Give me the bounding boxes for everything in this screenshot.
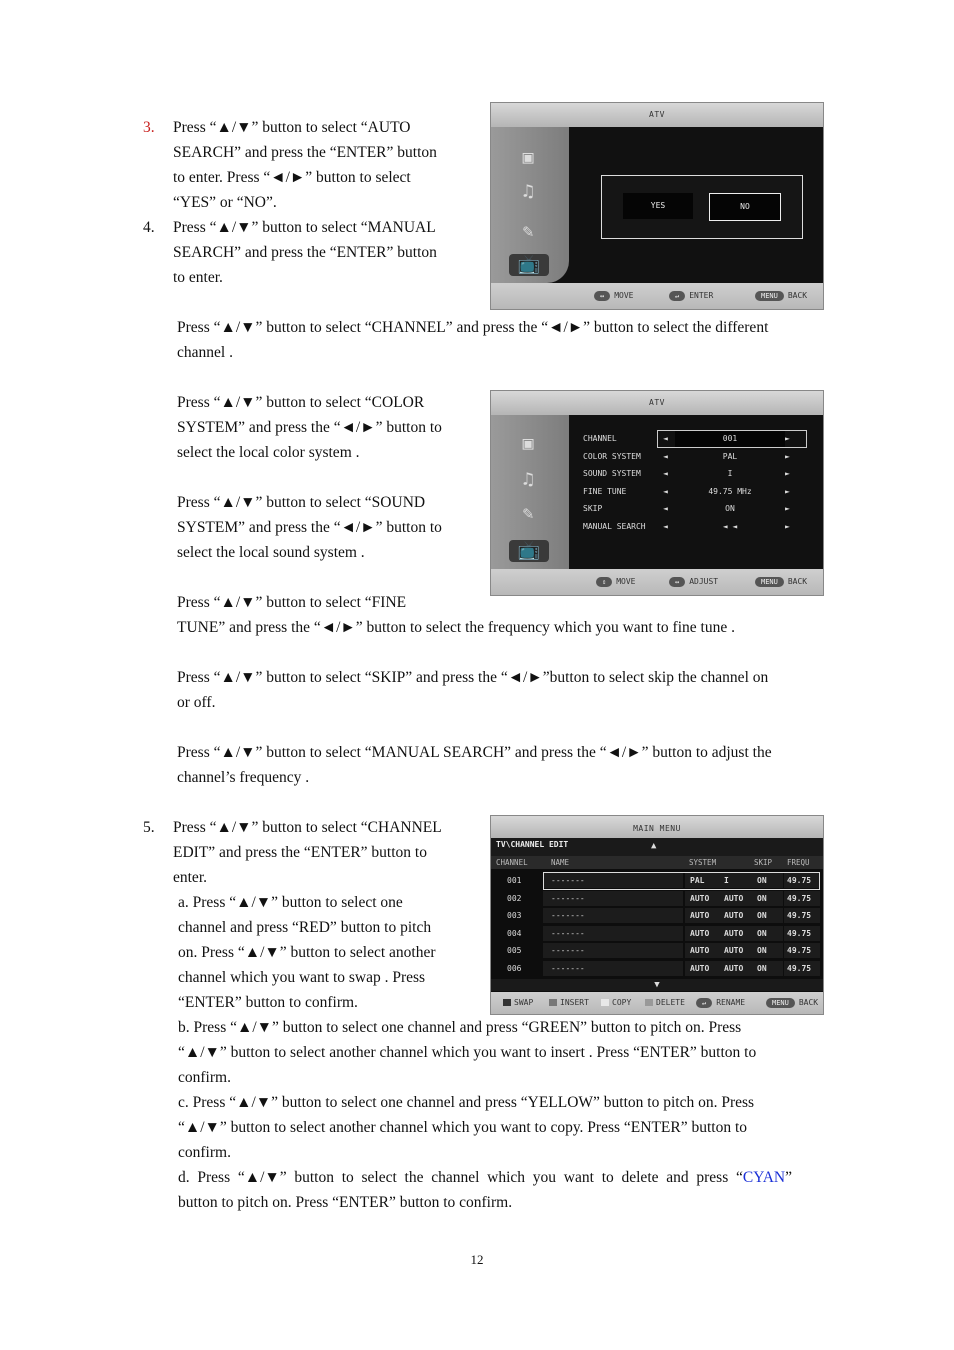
step-b-text <box>178 1015 818 1090</box>
channel-edit-screenshot <box>490 815 824 1015</box>
hint-move: MOVE <box>614 291 634 300</box>
cyan-key-icon <box>645 999 653 1006</box>
skip-paragraph <box>177 665 822 715</box>
settings-icon: ✎ <box>522 503 534 524</box>
enter-key-icon: ↵ <box>696 998 712 1008</box>
text-line: c. Press “▲/▼” button to select one channel and press “YELLOW” button to pitch on. Press <box>178 1094 755 1111</box>
step-c-text <box>178 1090 818 1165</box>
table-cell: AUTO <box>724 963 744 973</box>
text-segment: ” <box>785 1169 792 1186</box>
text-line: to enter. Press “◄/►” button to select <box>173 169 411 186</box>
text-line: on. Press “▲/▼” button to select another <box>178 944 436 961</box>
text-line: SEARCH” and press the “ENTER” button <box>173 144 437 161</box>
text-line: Press “▲/▼” button to select “SOUND <box>177 494 426 511</box>
text-line: button to pitch on. Press “ENTER” button to confirm. <box>178 1194 513 1211</box>
table-cell: ON <box>757 876 767 885</box>
table-cell: ON <box>757 963 767 973</box>
leftright-key-icon: ↔ <box>669 577 685 587</box>
hint-adjust: ADJUST <box>689 577 719 586</box>
left-arrow-icon[interactable]: ◄ <box>663 486 668 496</box>
setting-value: 49.75 MHz <box>708 486 752 496</box>
left-arrow-icon[interactable]: ◄ <box>663 521 668 531</box>
table-cell: 49.75 <box>787 876 812 885</box>
text-line: confirm. <box>178 1069 231 1086</box>
atv-settings-screenshot <box>490 390 824 596</box>
sound-system-paragraph <box>177 490 442 565</box>
side-menu <box>491 415 569 569</box>
setting-row[interactable] <box>579 484 819 500</box>
table-cell: AUTO <box>690 911 710 920</box>
selection-highlight <box>657 430 807 448</box>
hint-move: MOVE <box>616 577 636 586</box>
text-line: “▲/▼” button to select another channel which you want to insert . Press “ENTER” button to <box>178 1044 757 1061</box>
setting-label: SOUND SYSTEM <box>583 469 641 478</box>
left-arrow-icon[interactable]: ◄ <box>663 469 668 478</box>
channel-paragraph <box>177 315 822 365</box>
text-line: a. Press “▲/▼” button to select one <box>178 894 403 911</box>
table-row[interactable] <box>491 907 823 924</box>
music-icon: ♫ <box>522 181 534 202</box>
table-cell: AUTO <box>724 911 744 920</box>
updown-key-icon: ⇕ <box>596 577 612 587</box>
table-cell: AUTO <box>690 928 710 938</box>
table-cell: ON <box>757 893 767 903</box>
hint-enter: ENTER <box>689 291 714 300</box>
table-cell: 002 <box>507 893 522 903</box>
table-cell: ------- <box>551 876 585 885</box>
menu-key-icon: MENU <box>766 998 795 1008</box>
scroll-up-icon[interactable]: ▲ <box>651 841 657 851</box>
table-cell: 49.75 <box>787 963 812 973</box>
manual-search-paragraph <box>177 740 822 790</box>
setting-value: 001 <box>675 431 785 447</box>
right-arrow-icon[interactable]: ► <box>785 521 790 531</box>
yes-button[interactable]: YES <box>623 193 693 219</box>
setting-row[interactable] <box>579 466 819 482</box>
green-key-icon <box>549 999 557 1006</box>
table-cell: 49.75 <box>787 893 812 903</box>
right-arrow-icon[interactable]: ► <box>785 451 790 461</box>
table-cell: AUTO <box>690 946 710 955</box>
text-line: EDIT” and press the “ENTER” button to <box>173 844 427 861</box>
setting-value: ◄ ◄ <box>722 521 738 531</box>
fine-tune-paragraph <box>177 590 822 640</box>
subtitle-bar <box>491 838 823 856</box>
text-line: Press “▲/▼” button to select “AUTO <box>173 119 411 136</box>
confirm-dialog <box>601 175 803 239</box>
text-line: TUNE” and press the “◄/►” button to select the frequency which you want to fine tune . <box>177 619 735 636</box>
hint-copy: COPY <box>612 998 632 1007</box>
text-line: Press “▲/▼” button to select “MANUAL SEARCH” and press the “◄/►” button to adjust the <box>177 744 772 761</box>
text-line: “YES” or “NO”. <box>173 194 277 211</box>
text-line: Press “▲/▼” button to select “MANUAL <box>173 219 436 236</box>
menu-key-icon: MENU <box>755 291 784 301</box>
step-a-text <box>178 890 464 1015</box>
table-cell: AUTO <box>724 928 744 938</box>
settings-icon: ✎ <box>522 221 534 242</box>
setting-value: I <box>727 469 733 478</box>
text-line: channel . <box>177 344 233 361</box>
table-header <box>491 856 823 869</box>
screen-title: MAIN MENU <box>491 816 823 838</box>
picture-icon: ▣ <box>522 433 534 454</box>
table-cell: ON <box>757 946 767 955</box>
text-line: to enter. <box>173 269 223 286</box>
tv-icon: 📺 <box>509 254 549 276</box>
left-arrow-icon[interactable]: ◄ <box>663 434 668 443</box>
setting-label: COLOR SYSTEM <box>583 451 641 461</box>
page-number: 12 <box>470 1252 484 1267</box>
text-line: Press “▲/▼” button to select “SKIP” and press the “◄/►”button to select skip the channel on <box>177 669 769 686</box>
setting-value: PAL <box>722 451 738 461</box>
hint-bar <box>491 283 823 309</box>
table-cell: 49.75 <box>787 911 812 920</box>
enter-key-icon: ↵ <box>669 291 685 301</box>
table-cell: ------- <box>551 911 585 920</box>
text-line: b. Press “▲/▼” button to select one channel and press “GREEN” button to pitch on. Press <box>178 1019 742 1036</box>
text-line <box>178 1165 818 1190</box>
hint-back: BACK <box>787 291 808 300</box>
text-line: Press “▲/▼” button to select “COLOR <box>177 394 425 411</box>
setting-row[interactable] <box>579 449 819 465</box>
text-line: enter. <box>173 869 207 886</box>
hint-delete: DELETE <box>656 998 685 1007</box>
item-5-text <box>173 815 442 890</box>
table-row[interactable] <box>491 960 823 977</box>
selection-highlight <box>543 872 820 890</box>
table-cell: I <box>724 876 729 885</box>
text-line: channel which you want to swap . Press <box>178 969 426 986</box>
item-5-number: 5. <box>143 819 155 836</box>
left-arrow-icon[interactable]: ◄ <box>663 504 668 513</box>
scroll-down-icon[interactable]: ▼ <box>491 979 823 991</box>
text-line: select the local sound system . <box>177 544 365 561</box>
table-cell: ON <box>757 928 767 938</box>
hint-swap: SWAP <box>514 998 534 1007</box>
hint-bar <box>491 992 823 1014</box>
table-cell: 004 <box>507 928 522 938</box>
atv-auto-search-screenshot <box>490 102 824 310</box>
hint-rename: RENAME <box>716 998 746 1007</box>
table-cell: ------- <box>551 946 585 955</box>
text-line: confirm. <box>178 1144 231 1161</box>
table-cell: ------- <box>551 963 585 973</box>
text-line: select the local color system . <box>177 444 360 461</box>
hint-insert: INSERT <box>560 998 589 1007</box>
screen-title: ATV <box>491 103 823 127</box>
text-line: channel and press “RED” button to pitch <box>178 919 432 936</box>
table-row[interactable] <box>491 872 823 889</box>
table-cell: ------- <box>551 893 585 903</box>
screen-title: ATV <box>491 391 823 415</box>
yellow-key-icon <box>601 999 609 1006</box>
text-line: Press “▲/▼” button to select “CHANNEL” and press the “◄/►” button to select the different <box>177 319 769 336</box>
table-cell: 001 <box>507 876 522 885</box>
setting-label: MANUAL SEARCH <box>583 521 646 531</box>
text-line: Press “▲/▼” button to select “FINE <box>177 594 407 611</box>
table-row[interactable] <box>491 942 823 959</box>
menu-key-icon: MENU <box>755 577 784 587</box>
right-arrow-icon[interactable]: ► <box>785 469 790 478</box>
setting-row[interactable] <box>579 519 819 535</box>
left-arrow-icon[interactable]: ◄ <box>663 451 668 461</box>
table-cell: 49.75 <box>787 928 812 938</box>
right-arrow-icon[interactable]: ► <box>785 434 790 443</box>
table-cell: AUTO <box>690 893 710 903</box>
setting-label: FINE TUNE <box>583 486 627 496</box>
hint-back: BACK <box>787 577 808 586</box>
header-frequ: FREQU <box>787 858 810 867</box>
table-cell: AUTO <box>690 963 710 973</box>
text-line: SEARCH” and press the “ENTER” button <box>173 244 437 261</box>
header-skip: SKIP <box>754 858 773 867</box>
table-cell: 49.75 <box>787 946 812 955</box>
tv-icon: 📺 <box>509 540 549 562</box>
item-4-text <box>173 215 437 290</box>
item-4-number: 4. <box>143 219 155 236</box>
cyan-keyword: CYAN <box>742 1169 786 1186</box>
table-cell: AUTO <box>724 946 744 955</box>
header-channel: CHANNEL <box>496 858 528 867</box>
table-row[interactable] <box>491 890 823 907</box>
color-system-paragraph <box>177 390 442 465</box>
music-icon: ♫ <box>522 469 534 490</box>
table-cell: 006 <box>507 963 522 973</box>
header-name: NAME <box>551 858 570 867</box>
setting-row[interactable] <box>579 431 819 447</box>
table-cell: ON <box>757 911 767 920</box>
text-line: “▲/▼” button to select another channel which you want to copy. Press “ENTER” button to <box>178 1119 748 1136</box>
picture-icon: ▣ <box>522 147 534 168</box>
text-line: SYSTEM” and press the “◄/►” button to <box>177 519 442 536</box>
text-line: “ENTER” button to confirm. <box>178 994 358 1011</box>
header-system: SYSTEM <box>689 858 717 867</box>
red-key-icon <box>503 999 511 1006</box>
table-cell: ------- <box>551 928 585 938</box>
right-arrow-icon[interactable]: ► <box>785 486 790 496</box>
table-cell: 005 <box>507 946 522 955</box>
item-3-number: 3. <box>143 119 155 136</box>
side-menu <box>491 127 569 283</box>
text-line: Press “▲/▼” button to select “CHANNEL <box>173 819 442 836</box>
text-line: SYSTEM” and press the “◄/►” button to <box>177 419 442 436</box>
table-row[interactable] <box>491 925 823 942</box>
item-3-text <box>173 115 437 215</box>
table-cell: 003 <box>507 911 522 920</box>
setting-label: CHANNEL <box>583 434 617 443</box>
move-key-icon: ↔ <box>594 291 610 301</box>
subtitle: TV\CHANNEL EDIT <box>496 840 569 849</box>
no-button[interactable]: NO <box>709 193 781 221</box>
table-cell: AUTO <box>724 893 744 903</box>
setting-label: SKIP <box>583 504 603 513</box>
setting-row[interactable] <box>579 501 819 517</box>
text-segment: d. Press “▲/▼” button to select the channel which you want to delete and press “ <box>178 1169 743 1186</box>
text-line: channel’s frequency . <box>177 769 310 786</box>
table-cell: PAL <box>690 876 705 885</box>
right-arrow-icon[interactable]: ► <box>785 504 790 513</box>
setting-value: ON <box>725 504 735 513</box>
text-line: or off. <box>177 694 216 711</box>
hint-back: BACK <box>798 998 819 1007</box>
step-d-text <box>178 1165 818 1215</box>
